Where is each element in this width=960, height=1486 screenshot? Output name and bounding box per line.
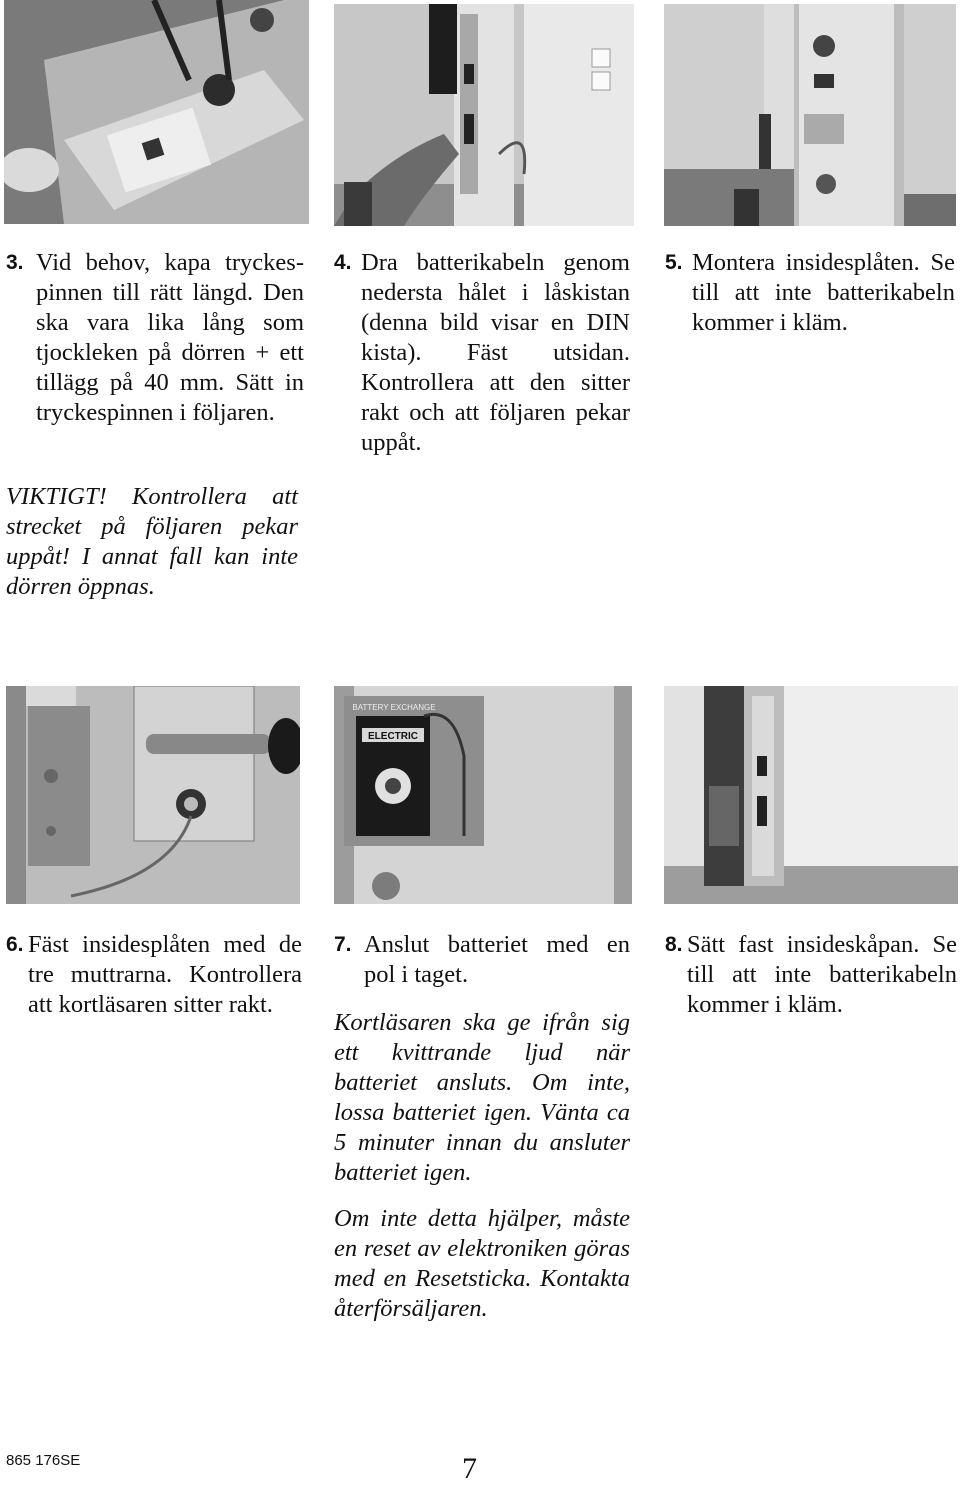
step-number: 6. bbox=[6, 933, 24, 956]
step-text: Montera insidesplåten. Se till att inte batterikabeln kommer i kläm. bbox=[692, 249, 955, 336]
photo-step-3 bbox=[4, 0, 309, 224]
step-text: Sätt fast insideskåpan. Se till att inte batterikabeln kommer i kläm. bbox=[687, 931, 957, 1018]
step-7 bbox=[334, 930, 630, 990]
step-5 bbox=[665, 248, 955, 338]
step-text: Vid behov, kapa tryckespinnen till rätt längd. Den ska vara lika lång som tjockleken på dörren + ett tillägg på 40 mm. Sätt in tryckespinnen i följaren. bbox=[36, 249, 304, 426]
step-4 bbox=[334, 248, 630, 458]
step-7-note-1: Kortläsaren ska ge ifrån sig ett kvittrande ljud när batteriet ansluts. Om inte, lossa batteriet igen. Vänta ca 5 minuter innan du ansluter batteriet igen. bbox=[334, 1009, 630, 1186]
battery-exchange-label: BATTERY EXCHANGE bbox=[352, 703, 436, 712]
battery-label: ELECTRIC bbox=[368, 731, 418, 742]
step-text: Dra batterikabeln genom nedersta hålet i låskistan (denna bild visar en DIN kista). Fäst utsidan. Kontrollera att den sitter rakt och att följaren pekar uppåt. bbox=[361, 249, 630, 456]
step-number: 5. bbox=[665, 251, 683, 274]
important-note: VIKTIGT! Kontrollera att strecket på följaren pekar uppåt! I annat fall kan inte dörren öppnas. bbox=[6, 483, 298, 600]
step-8 bbox=[665, 930, 957, 1020]
photo-step-5 bbox=[664, 4, 956, 226]
step-text: Anslut batteriet med en pol i taget. bbox=[364, 931, 630, 988]
step-number: 7. bbox=[334, 933, 352, 956]
page-number: 7 bbox=[462, 1452, 477, 1485]
step-text: Fäst insidesplåten med de tre muttrarna. Kontrollera att kortläsaren sitter rakt. bbox=[28, 931, 302, 1018]
photo-step-6 bbox=[6, 686, 300, 904]
step-number: 4. bbox=[334, 251, 352, 274]
step-3 bbox=[6, 248, 304, 428]
step-number: 8. bbox=[665, 933, 683, 956]
photo-step-8 bbox=[664, 686, 958, 904]
document-code: 865 176SE bbox=[6, 1452, 81, 1469]
step-6 bbox=[6, 930, 302, 1020]
photo-step-7 bbox=[334, 686, 632, 904]
photo-step-4 bbox=[334, 4, 634, 226]
step-number: 3. bbox=[6, 251, 24, 274]
step-7-note-2: Om inte detta hjälper, måste en reset av elektroniken göras med en Resetsticka. Kontakta återförsäljaren. bbox=[334, 1205, 630, 1322]
